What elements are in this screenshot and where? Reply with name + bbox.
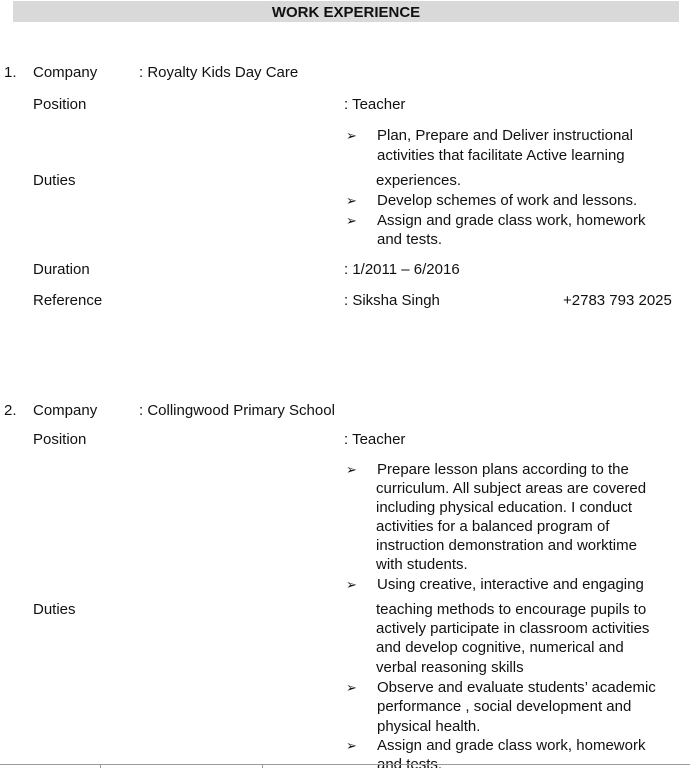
duty-line: activities that facilitate Active learning bbox=[377, 147, 625, 164]
duty-line: including physical education. I conduct bbox=[376, 499, 632, 516]
bullet-arrow-icon: ➢ bbox=[346, 462, 357, 477]
entry-number: 2. bbox=[4, 402, 17, 419]
duty-line: teaching methods to encourage pupils to bbox=[376, 601, 647, 618]
position-label: Position bbox=[33, 431, 87, 448]
duty-line: Assign and grade class work, homework bbox=[377, 737, 646, 754]
company-label: Company bbox=[33, 64, 98, 81]
duty-line: Assign and grade class work, homework bbox=[377, 212, 646, 229]
entry-number: 1. bbox=[4, 64, 17, 81]
bullet-arrow-icon: ➢ bbox=[346, 128, 357, 143]
reference-phone: +2783 793 2025 bbox=[563, 292, 672, 309]
reference-value: : Siksha Singh bbox=[344, 292, 440, 309]
reference-label: Reference bbox=[33, 292, 103, 309]
position-value: : Teacher bbox=[344, 96, 406, 113]
duty-line: instruction demonstration and worktime bbox=[376, 537, 637, 554]
duty-line: and tests. bbox=[377, 231, 443, 248]
duration-label: Duration bbox=[33, 261, 90, 278]
duties-label: Duties bbox=[33, 601, 76, 618]
table-column-divider bbox=[100, 764, 101, 768]
bullet-arrow-icon: ➢ bbox=[346, 738, 357, 753]
position-label: Position bbox=[33, 96, 87, 113]
company-value: : Collingwood Primary School bbox=[139, 402, 335, 419]
bullet-arrow-icon: ➢ bbox=[346, 680, 357, 695]
duties-label: Duties bbox=[33, 172, 76, 189]
section-title: WORK EXPERIENCE bbox=[271, 4, 421, 21]
duty-line: performance , social development and bbox=[377, 698, 632, 715]
duty-line: verbal reasoning skills bbox=[376, 659, 524, 676]
duty-line: and tests. bbox=[377, 756, 443, 768]
duty-line: activities for a balanced program of bbox=[376, 518, 610, 535]
duty-line: Prepare lesson plans according to the bbox=[377, 461, 629, 478]
duty-line: with students. bbox=[376, 556, 468, 573]
duty-line: physical health. bbox=[377, 718, 481, 735]
bullet-arrow-icon: ➢ bbox=[346, 213, 357, 228]
position-value: : Teacher bbox=[344, 431, 406, 448]
duty-line: curriculum. All subject areas are covered bbox=[376, 480, 647, 497]
duty-line: and develop cognitive, numerical and bbox=[376, 639, 624, 656]
duty-line: Using creative, interactive and engaging bbox=[377, 576, 644, 593]
duty-line: Develop schemes of work and lessons. bbox=[377, 192, 638, 209]
section-header-bar bbox=[13, 1, 679, 22]
duty-line: Plan, Prepare and Deliver instructional bbox=[377, 127, 633, 144]
duration-value: : 1/2011 – 6/2016 bbox=[344, 261, 460, 278]
duty-line: actively participate in classroom activities bbox=[376, 620, 650, 637]
table-column-divider bbox=[262, 764, 263, 768]
duty-line: Observe and evaluate students’ academic bbox=[377, 679, 656, 696]
bullet-arrow-icon: ➢ bbox=[346, 193, 357, 208]
bullet-arrow-icon: ➢ bbox=[346, 577, 357, 592]
duty-line: experiences. bbox=[376, 172, 462, 189]
table-bottom-rule bbox=[0, 764, 690, 768]
company-label: Company bbox=[33, 402, 98, 419]
company-value: : Royalty Kids Day Care bbox=[139, 64, 299, 81]
